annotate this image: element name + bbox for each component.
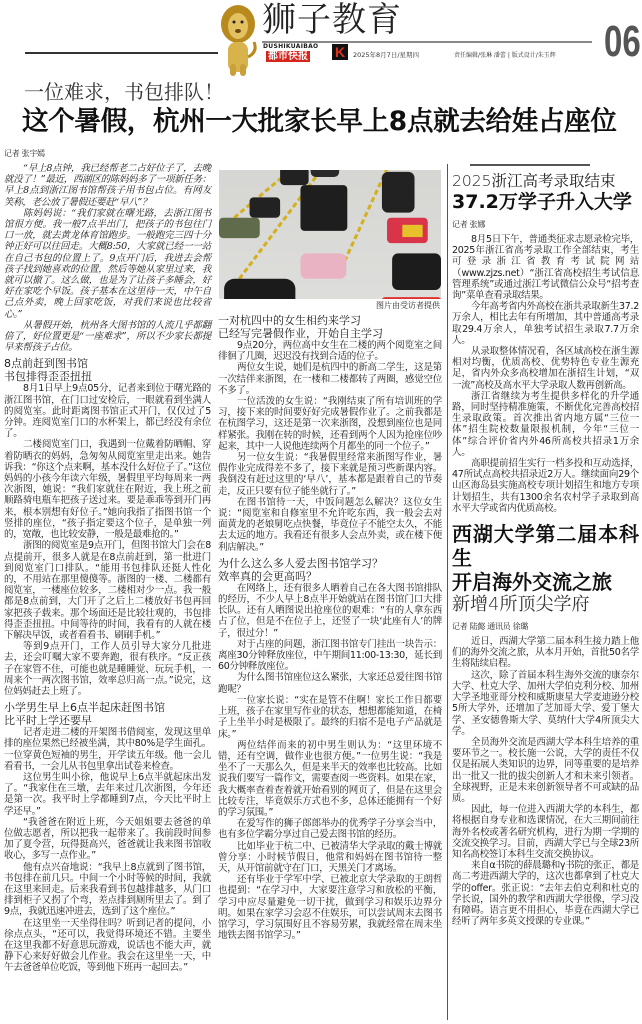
right-column — [452, 172, 639, 927]
article-kicker: 一位难求，书包排队！ — [24, 80, 224, 104]
byline: 记者 张宇嫣 — [4, 149, 45, 158]
paragraph: 另一位女生说：“我暑假里经常来浙图写作业，暑假作业完成得差不多了，接下来就是预习些新课内容。我倒没有赶过这里的‘早八’，基本都是跟着自己的节奏走，反正只要有位子能坐就行了。” — [218, 452, 442, 497]
paragraph: 陈妈妈说：“我们家就在曙光路，去浙江图书馆很方便。我一般7点半出门，把孩子的书包往门口一放，就去黄龙体育馆跑步。一般跑完三四十分钟正好可以往回走。大概8:50，大家就已经一一站在自己书包的位置上了。9点开门后，我进去会帮孩子找到她喜欢的位置，然后等她从家里过来，我就可以撤了。这么做，也是为了让孩子多睡会，好好在家吃个早饭。孩子基本在这里待一天，中午自己点外卖，晚上回家吃饭，对我们来说也比较省心。” — [4, 207, 211, 320]
paragraph: 从录取整体情况看，各区域高校在浙生源相对均衡，优质高校、优势特色专业生源充足，省内外众多高校增加在浙招生计划，“双一流”高校及高水平大学录取人数再创新高。 — [452, 346, 639, 391]
editors-credit: 责任编辑/张琳 潘蕾 | 版式设计/朱玉辉 — [454, 52, 556, 59]
paragraph: 在爱写作的狮子郎郎举办的优秀学子分享会当中，也有多位学霸分享过自己爱去图书馆的经历。 — [218, 818, 442, 841]
paragraph: 9点20分，两位高中女生在二楼的两个阅览室之间徘徊了几圈，迟迟没有找到合适的位子。 — [218, 340, 442, 363]
paragraph: 记者走进二楼的开架图书借阅室，发现这里单排的座位果然已经被坐满，其中80%是学生面孔。一位穿黄色短袖的男生，开学读五年级。他一会儿看看书，一会儿从书包里拿出试卷来检查。 — [4, 727, 211, 772]
paragraph: 这次，除了首届本科生海外交流的康奈尔大学、杜克大学、加州大学伯克利分校、加州大学圣地亚哥分校和威斯康星大学麦迪逊分校5所大学外，还增加了芝加哥大学、爱丁堡大学、圣安德鲁斯大学、莫纳什大学4所顶尖大学。 — [452, 669, 639, 737]
paragraph: 他有点兴奋地说：“我早上8点就到了图书馆，书包排在前几只。中间一个小时等候的时间，我就在这里来回走。后来我看到书包越排越多，从门口排到柜子又拐了个弯，差点排到厕所里去了。到了9点，我就迅速冲进去，选到了这个座位。” — [4, 861, 211, 918]
paragraph: 还有毕业于学军中学、已被北京大学录取的王朗哲也提到：“在学习中，大家要注意学习和放松的平衡，学习中应尽量避免一切干扰，做到学习和娱乐边界分明。如果在家学习会忍不住娱乐，可以尝试周末去图书馆学习，学习氛围好且不容易劳累，我就经常在周末坐地铁去图书馆学习。” — [218, 874, 442, 942]
paragraph: 今年高考省内外高校在浙共录取新生37.2万余人，相比去年有所增加，其中普通高考录取29.4万余人，单独考试招生录取7.7万余人。 — [452, 301, 639, 346]
middle-column — [218, 314, 442, 941]
sidebar2-headline: 开启海外交流之旅 — [452, 570, 612, 595]
sidebar2-headline: 西湖大学第二届本科生 — [452, 522, 639, 571]
paragraph: 8月5日下午，普通类征求志愿录检完毕，2025年浙江省高考录取工作全部结束，考生可登录浙江省教育考试院网站（www.zjzs.net）“浙江省高校招生考试信息管理系统”或通过浙江考试微信公众号“招考查询”菜单查看录取结果。 — [452, 234, 639, 302]
brand-logo-icon: K — [332, 44, 348, 60]
sidebar1-headline-top: 2025浙江高考录取结束 — [452, 172, 616, 190]
brand-name-cn: 都市快报 — [268, 51, 308, 62]
library-bags-photo — [219, 170, 441, 299]
subheading: 书包排得歪歪扭扭 — [4, 370, 92, 384]
paragraph: 在这里坐一天坐得住吗？听到记者的提问，小徐点点头，“还可以，我觉得环境还不错。主要坐在这里我都不好意思玩游戏，说话也不能大声，就静下心来好好做会儿作业。我会在这里坐一天，中午去爸爸单位吃饭，等到他下班再一起回去。” — [4, 917, 211, 974]
paragraph: 高职提前招生实行一档多投和互动选择，47所试点高校共招录近2万人。继续面向29个山区海岛县实施高校专项计划招生和地方专项计划招生，共有1300余名农村学子录取到高水平大学或省内优质高校。 — [452, 458, 639, 514]
masthead-rule — [25, 52, 218, 54]
byline: 记者 陆懿 通讯员 徐璐 — [452, 622, 529, 632]
paragraph: 8月1日早上9点05分，记者来到位于曙光路的浙江图书馆，在门口过安检后，一眼就看到坐满人的阅览室。此时距离图书馆正式开门，仅仅过了5分钟。连阅览室门口的水杯架上，都已经没有余位了。 — [4, 383, 211, 440]
section-title: 狮子教育 — [262, 0, 402, 40]
paragraph: 浙图的阅览室是9点开门，但图书馆大门会在8点提前开，很多人就是在8点前赶到，第一批进门到阅览室门口排队。“能用书包排队还挺人性化的，不用站在那里傻傻等。浙图的一楼、二楼都有阅览室，一楼座位较多，二楼相对少一点。我一般都是8点前到，大门开了之后上二楼放好书包再回家把孩子载来。那个场面还是比较壮观的，书包排得歪歪扭扭。中间等待的时间，我看有的人就在楼下解决早饭，或者看看书、刷刷手机。” — [4, 540, 211, 641]
paragraph: 二楼阅览室门口，我遇到一位戴着防晒帽、穿着防晒衣的妈妈，急匆匆从阅览室里走出来。她告诉我：“你这个点来啊，基本没什么好位子了。”这位妈妈的小孩今年读六年级，暑假里平均每周来一两次浙图，她说：“我们家就住在附近，我上班之前顺路骑电瓶车把孩子送过来。要是乖乖等到开门再来，根本别想有好位子。”她向我指了指图书馆一个竖排的座位，“孩子指定要这个位子，是单独一列的，宽敞，也比较安静，一般是最难抢的。” — [4, 439, 211, 541]
paragraph: 在图书馆待一天，中饭问题怎么解决？这位女生说：“阅览室和自修室里不允许吃东西，我一般会去对面黄龙的老娘舅吃点快餐，毕竟位子不能空太久，不能去太远的地方。我看还有很多人会点外卖，或在楼下便利店解决。” — [218, 496, 442, 553]
subheading: 8点前赶到图书馆 — [4, 357, 88, 371]
sidebar1-headline: 37.2万学子升入大学 — [452, 191, 632, 213]
paragraph: “我爸爸在附近上班，今天姐姐要去爸爸的单位做志愿者，所以把我一起带来了。我前段时间参加了夏令营，玩得挺高兴，爸爸就让我来图书馆收收心，多写一点作业。” — [4, 816, 211, 862]
paragraph: 这位男生叫小徐，他说早上6点半就起床出发了。“我家住在三墩，去年来过几次浙图，今年还是第一次。我平时上学都睡到7点，今天比平时上学还早。” — [4, 771, 211, 817]
page-number: 06 — [604, 17, 641, 66]
paragraph: 比如毕业于杭二中、已被清华大学录取的戴士博就曾分享：小时候节假日，他常和妈妈在图书馆待一整天，从开馆前就守在门口，天黑关门才离场。 — [218, 840, 442, 874]
paragraph: 来自α书院的薛晨璐和γ书院的张正，都是高二考进西湖大学的，这次也都拿到了杜克大学的offer。张正说：“去年去伯克利和杜克的学长说，国外的教学和西湖大学很像，学习没有障碍。语言更不用担心，毕竟在西湖大学已经听了两年多英文授课的专业课。” — [452, 860, 639, 928]
subheading: 小学男生早上6点半起床赶图书馆 — [4, 701, 165, 715]
paragraph: “早上8点钟，我已经帮老二占好位子了，去晚就没了！”最近，西湖区的陈妈妈多了一项新任务：早上8点到浙江图书馆帮孩子用书包占位。有网友笑称，老公放了暑假还要赶“早八”？ — [4, 163, 211, 208]
sidebar-box-top-rule — [470, 164, 590, 166]
paragraph: 为什么图书馆座位这么紧张，大家还总爱往图书馆跑呢？ — [218, 672, 442, 695]
brand-name-en: DUSHIKUAIBAO — [263, 43, 319, 50]
subheading: 已经写完暑假作业，开始自主学习 — [218, 327, 383, 340]
paragraph: 等到9点开门，工作人员引导大家分几批进去，还会叮嘱大家不要奔跑，很有秩序。“反正孩子在家管不住，可能也就是睡睡觉、玩玩手机，一周来个一两次图书馆，效率总归高一点。”说完，这位妈妈赶去上班了。 — [4, 641, 211, 697]
subheading: 为什么这么多人爱去图书馆学习？ — [218, 556, 383, 570]
sidebar2-subheadline: 新增4所顶尖学府 — [452, 594, 590, 616]
paragraph: 浙江省继续为考生提供多样化的升学通路，同时坚持精准施策，不断优化完善高校招生录取政策。首次推出省内地方属“三位一体”招生院校数量限报机制，今年“三位一体”综合评价省内外46所高校共招录1万余人。 — [452, 390, 639, 458]
paragraph: 在网络上，还有很多人晒着自己在各大图书馆排队的经历，不少人早上8点半开始就站在图书馆门口大排长队。还有人晒图说出抢座位的艰难：“有的人拿东西占了位，但是不在位子上，还竖了一块‘此座有人’的牌子，很过分！” — [218, 582, 442, 639]
paragraph: 对于占座的问题，浙江图书馆专门挂出一块告示：离座30分钟释放座位，中午期间11:00-13:30，延长到60分钟释放座位。 — [218, 638, 442, 673]
paragraph: 从暑假开始，杭州各大图书馆的人流几乎都翻倍了，好位置更是“一座难求”，所以不少家长都提早来帮孩子占位。 — [4, 319, 211, 354]
subheading: 一对杭四中的女生相约来学习 — [218, 314, 361, 327]
paragraph: 两位结伴而来的初中男生则认为：“这里环境不错，还有空调，做作业也很方便。”一位男生说：“我是坐不了一天那么久，但是来半天的效率也比较高。比如说我们要写一篇作文，需要查阅一些资料。如果在家，我大概率查着查着就开始看别的网页了，但是在这里会比较专注，毕竟娱乐方式也不多，总体还能拥有一个好的学习氛围。” — [218, 739, 442, 818]
paragraph: 近日，西湖大学第二届本科生接力踏上他们的海外交流之旅，从本月开始，首批50名学生将陆续启程。 — [452, 636, 639, 670]
paragraph: 因此，每一位进入西湖大学的本科生，都将根据自身专业和选课情况，在大三期间前往海外名校或著名研究机构，进行为期一学期的交流交换学习。目前，西湖大学已与全球23所知名高校签订本科生交流交换协议。 — [452, 804, 639, 860]
byline: 记者 张娜 — [452, 220, 486, 229]
paragraph: 两位女生说，她们是杭四中的新高二学生，这是第一次结伴来浙图，在一楼和二楼都转了两圈，感觉空位不多了。 — [218, 362, 442, 396]
photo-caption: 图片由受访者提供 — [376, 301, 440, 310]
subheading: 效率真的会更高吗？ — [218, 569, 317, 583]
lion-mascot-icon — [218, 2, 262, 78]
subheading: 比平时上学还要早 — [4, 714, 92, 728]
article-headline: 这个暑假，杭州一大批家长早上8点就去给娃占座位 — [22, 106, 617, 137]
paragraph: 一位家长说：“实在是管不住啊！家长工作日都要上班，孩子在家里写作业的状态，想想都能知道，在椅子上坐半小时是极限了。最终的归宿不是电子产品就是床。” — [218, 694, 442, 740]
left-column — [4, 148, 211, 974]
paragraph: 一位活泼的女生说：“我刚结束了所有培训班的学习，接下来的时间要好好完成暑假作业了。之前我都是在杭图学习，这还是第一次来浙图，没想到座位也是同样紧张。我刚在转的时候，还看到两个人因为抢座位吵起来，其中一人说他连续两个月都坐的同一个位子。” — [218, 396, 442, 452]
paragraph: 全员海外交流是西湖大学本科生培养的重要环节之一。校长施一公说，大学的责任不仅仅是拓展人类知识的边界，同等重要的是培养出一批又一批的拔尖创新人才和未来引领者。全球视野，正是未来创新领导者不可或缺的品质。 — [452, 736, 639, 804]
issue-date: 2025年8月7日/星期四 — [353, 51, 420, 59]
